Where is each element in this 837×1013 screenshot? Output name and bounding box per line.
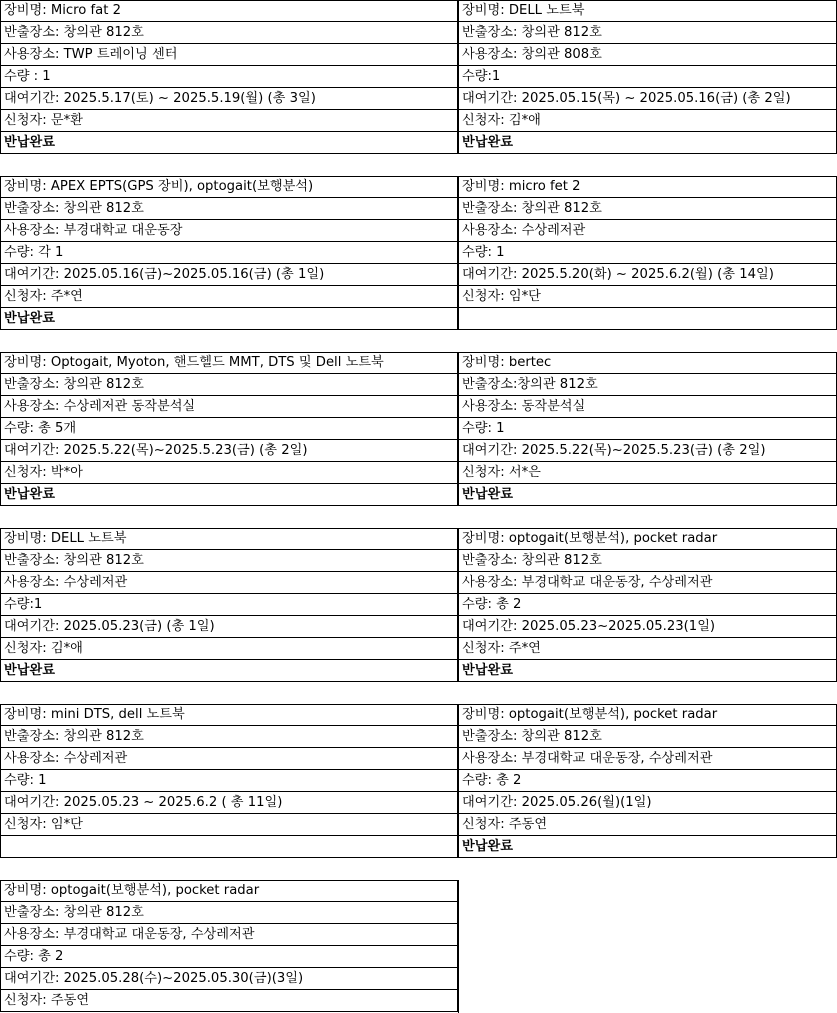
- entry-applicant: 신청자: 주*연: [4, 289, 83, 304]
- return-status: [0, 836, 458, 858]
- grid-line: [458, 0, 837, 1]
- entry-quantity: 수량: 총 2: [462, 597, 522, 612]
- grid-line: [458, 352, 459, 506]
- grid-line: [458, 307, 837, 308]
- entry-applicant: 신청자: 박*아: [4, 465, 83, 480]
- entry-rental-period: 대여기간: 2025.05.26(월)(1일): [462, 795, 652, 810]
- grid-line: [458, 791, 837, 792]
- grid-line: [458, 439, 837, 440]
- grid-line: [0, 307, 459, 308]
- entry-applicant: 신청자: 주*연: [462, 641, 541, 656]
- entry-equipment-name: 장비명: optogait(보행분석), pocket radar: [462, 531, 718, 546]
- grid-line: [458, 241, 837, 242]
- grid-line: [0, 417, 459, 418]
- grid-line: [0, 615, 459, 616]
- grid-line: [458, 352, 837, 353]
- entry-usage-location: 사용장소: 창의관 808호: [462, 47, 602, 62]
- grid-line: [458, 681, 837, 682]
- entry-applicant: 신청자: 서*은: [462, 465, 541, 480]
- grid-line: [0, 880, 1, 1012]
- grid-line: [458, 395, 837, 396]
- grid-line: [0, 176, 459, 177]
- grid-line: [0, 241, 459, 242]
- grid-line: [0, 263, 459, 264]
- grid-line: [0, 528, 459, 529]
- grid-line: [458, 637, 837, 638]
- grid-line: [458, 87, 837, 88]
- grid-line: [0, 483, 459, 484]
- grid-line: [0, 285, 459, 286]
- grid-line: [0, 747, 459, 748]
- entry-usage-location: 사용장소: 부경대학교 대운동장, 수상레저관: [4, 927, 255, 942]
- grid-line: [458, 593, 837, 594]
- entry-quantity: 수량:1: [4, 597, 43, 612]
- grid-line: [0, 704, 459, 705]
- entry-rental-period: 대여기간: 2025.05.23(금) (총 1일): [4, 619, 215, 634]
- grid-line: [0, 681, 459, 682]
- grid-line: [0, 197, 459, 198]
- grid-line: [458, 109, 837, 110]
- grid-line: [458, 65, 837, 66]
- grid-line: [458, 813, 837, 814]
- entry-applicant: 신청자: 주동연: [4, 993, 90, 1008]
- grid-line: [458, 615, 837, 616]
- grid-line: [0, 769, 459, 770]
- return-status: 반납완료: [462, 487, 513, 502]
- entry-rental-period: 대여기간: 2025.5.17(토) ~ 2025.5.19(월) (총 3일): [4, 91, 316, 106]
- grid-line: [0, 659, 459, 660]
- grid-line: [0, 835, 459, 836]
- entry-pickup-location: 반출장소: 창의관 812호: [462, 201, 602, 216]
- grid-line: [0, 549, 459, 550]
- grid-line: [458, 285, 837, 286]
- grid-line: [458, 835, 837, 836]
- entry-rental-period: 대여기간: 2025.05.23 ~ 2025.6.2 ( 총 11일): [4, 795, 283, 810]
- entry-pickup-location: 반출장소:창의관 812호: [462, 377, 598, 392]
- entry-usage-location: 사용장소: TWP 트레이닝 센터: [4, 47, 178, 62]
- entry-quantity: 수량: 각 1: [4, 245, 64, 260]
- grid-line: [458, 176, 837, 177]
- grid-line: [0, 593, 459, 594]
- entry-rental-period: 대여기간: 2025.5.22(목)~2025.5.23(금) (총 2일): [4, 443, 308, 458]
- grid-line: [0, 43, 459, 44]
- grid-line: [458, 528, 837, 529]
- grid-line: [458, 549, 837, 550]
- entry-usage-location: 사용장소: 동작분석실: [462, 399, 586, 414]
- entry-quantity: 수량: 1: [462, 421, 505, 436]
- entry-usage-location: 사용장소: 수상레저관: [4, 751, 128, 766]
- entry-equipment-name: 장비명: DELL 노트북: [462, 3, 585, 18]
- grid-line: [458, 197, 837, 198]
- grid-line: [0, 373, 459, 374]
- entry-quantity: 수량: 1: [4, 773, 47, 788]
- grid-line: [0, 725, 459, 726]
- grid-line: [0, 87, 459, 88]
- grid-line: [458, 131, 837, 132]
- entry-applicant: 신청자: 주동연: [462, 817, 548, 832]
- entry-equipment-name: 장비명: Micro fat 2: [4, 3, 122, 18]
- entry-pickup-location: 반출장소: 창의관 812호: [4, 25, 144, 40]
- grid-line: [458, 263, 837, 264]
- grid-line: [458, 219, 837, 220]
- return-status: 반납완료: [462, 663, 513, 678]
- return-status: 반납완료: [4, 487, 55, 502]
- entry-rental-period: 대여기간: 2025.05.28(수)~2025.05.30(금)(3일): [4, 971, 304, 986]
- grid-line: [458, 176, 459, 330]
- entry-pickup-location: 반출장소: 창의관 812호: [4, 729, 144, 744]
- grid-line: [0, 1011, 459, 1012]
- grid-line: [0, 528, 1, 682]
- grid-line: [0, 395, 459, 396]
- grid-line: [0, 131, 459, 132]
- entry-equipment-name: 장비명: DELL 노트북: [4, 531, 127, 546]
- grid-line: [0, 923, 459, 924]
- grid-line: [0, 505, 459, 506]
- entry-rental-period: 대여기간: 2025.5.20(화) ~ 2025.6.2(월) (총 14일): [462, 267, 774, 282]
- grid-line: [458, 417, 837, 418]
- grid-line: [0, 0, 1, 154]
- grid-line: [458, 704, 837, 705]
- return-status: 반납완료: [4, 135, 55, 150]
- grid-line: [0, 461, 459, 462]
- grid-line: [458, 0, 459, 154]
- grid-line: [458, 769, 837, 770]
- entry-equipment-name: 장비명: optogait(보행분석), pocket radar: [4, 883, 260, 898]
- entry-equipment-name: 장비명: Optogait, Myoton, 핸드헬드 MMT, DTS 및 Dell 노트북: [4, 355, 384, 370]
- grid-line: [458, 747, 837, 748]
- grid-line: [0, 901, 459, 902]
- grid-line: [0, 880, 459, 881]
- grid-line: [458, 461, 837, 462]
- entry-equipment-name: 장비명: APEX EPTS(GPS 장비), optogait(보행분석): [4, 179, 314, 194]
- entry-quantity: 수량:1: [462, 69, 501, 84]
- grid-line: [0, 791, 459, 792]
- entry-rental-period: 대여기간: 2025.05.15(목) ~ 2025.05.16(금) (총 2일): [462, 91, 791, 106]
- entry-usage-location: 사용장소: 수상레저관: [4, 575, 128, 590]
- entry-usage-location: 사용장소: 부경대학교 대운동장: [4, 223, 183, 238]
- return-status: 반납완료: [462, 839, 513, 854]
- grid-line: [0, 109, 459, 110]
- grid-line: [0, 176, 1, 330]
- grid-line: [458, 571, 837, 572]
- entry-quantity: 수량: 총 2: [4, 949, 64, 964]
- grid-line: [458, 880, 459, 1013]
- entry-rental-period: 대여기간: 2025.5.22(목)~2025.5.23(금) (총 2일): [462, 443, 766, 458]
- grid-line: [0, 989, 459, 990]
- grid-line: [0, 967, 459, 968]
- entry-rental-period: 대여기간: 2025.05.16(금)~2025.05.16(금) (총 1일): [4, 267, 325, 282]
- grid-line: [458, 43, 837, 44]
- entry-equipment-name: 장비명: optogait(보행분석), pocket radar: [462, 707, 718, 722]
- grid-line: [0, 813, 459, 814]
- return-status: 반납완료: [4, 311, 55, 326]
- grid-line: [458, 153, 837, 154]
- entry-quantity: 수량 : 1: [4, 69, 51, 84]
- entry-usage-location: 사용장소: 수상레저관: [462, 223, 586, 238]
- entry-usage-location: 사용장소: 부경대학교 대운동장, 수상레저관: [462, 575, 713, 590]
- grid-line: [458, 659, 837, 660]
- entry-pickup-location: 반출장소: 창의관 812호: [462, 729, 602, 744]
- entry-usage-location: 사용장소: 부경대학교 대운동장, 수상레저관: [462, 751, 713, 766]
- grid-line: [0, 637, 459, 638]
- entry-pickup-location: 반출장소: 창의관 812호: [462, 25, 602, 40]
- entry-pickup-location: 반출장소: 창의관 812호: [4, 377, 144, 392]
- entry-applicant: 신청자: 김*애: [462, 113, 541, 128]
- return-status: [458, 308, 837, 330]
- entry-pickup-location: 반출장소: 창의관 812호: [4, 905, 144, 920]
- grid-line: [0, 329, 459, 330]
- entry-applicant: 신청자: 김*애: [4, 641, 83, 656]
- entry-quantity: 수량: 총 2: [462, 773, 522, 788]
- grid-line: [0, 0, 459, 1]
- grid-line: [0, 571, 459, 572]
- grid-line: [0, 153, 459, 154]
- grid-line: [0, 857, 459, 858]
- entry-pickup-location: 반출장소: 창의관 812호: [462, 553, 602, 568]
- grid-line: [0, 439, 459, 440]
- grid-line: [0, 352, 459, 353]
- grid-line: [458, 373, 837, 374]
- grid-line: [458, 704, 459, 858]
- entry-equipment-name: 장비명: bertec: [462, 355, 552, 370]
- return-status: 반납완료: [462, 135, 513, 150]
- entry-rental-period: 대여기간: 2025.05.23~2025.05.23(1일): [462, 619, 716, 634]
- grid-line: [458, 483, 837, 484]
- entry-pickup-location: 반출장소: 창의관 812호: [4, 201, 144, 216]
- grid-line: [0, 704, 1, 858]
- entry-pickup-location: 반출장소: 창의관 812호: [4, 553, 144, 568]
- grid-line: [0, 65, 459, 66]
- grid-line: [458, 505, 837, 506]
- grid-line: [458, 329, 837, 330]
- entry-applicant: 신청자: 임*단: [462, 289, 541, 304]
- entry-applicant: 신청자: 임*단: [4, 817, 83, 832]
- return-status: 반납완료: [4, 663, 55, 678]
- grid-line: [458, 857, 837, 858]
- grid-line: [0, 21, 459, 22]
- grid-line: [458, 528, 459, 682]
- grid-line: [458, 725, 837, 726]
- entry-applicant: 신청자: 문*환: [4, 113, 83, 128]
- entry-quantity: 수량: 1: [462, 245, 505, 260]
- grid-line: [0, 945, 459, 946]
- grid-line: [0, 219, 459, 220]
- entry-usage-location: 사용장소: 수상레저관 동작분석실: [4, 399, 196, 414]
- entry-equipment-name: 장비명: mini DTS, dell 노트북: [4, 707, 185, 722]
- entry-equipment-name: 장비명: micro fet 2: [462, 179, 581, 194]
- entry-quantity: 수량: 총 5개: [4, 421, 77, 436]
- grid-line: [0, 352, 1, 506]
- grid-line: [458, 21, 837, 22]
